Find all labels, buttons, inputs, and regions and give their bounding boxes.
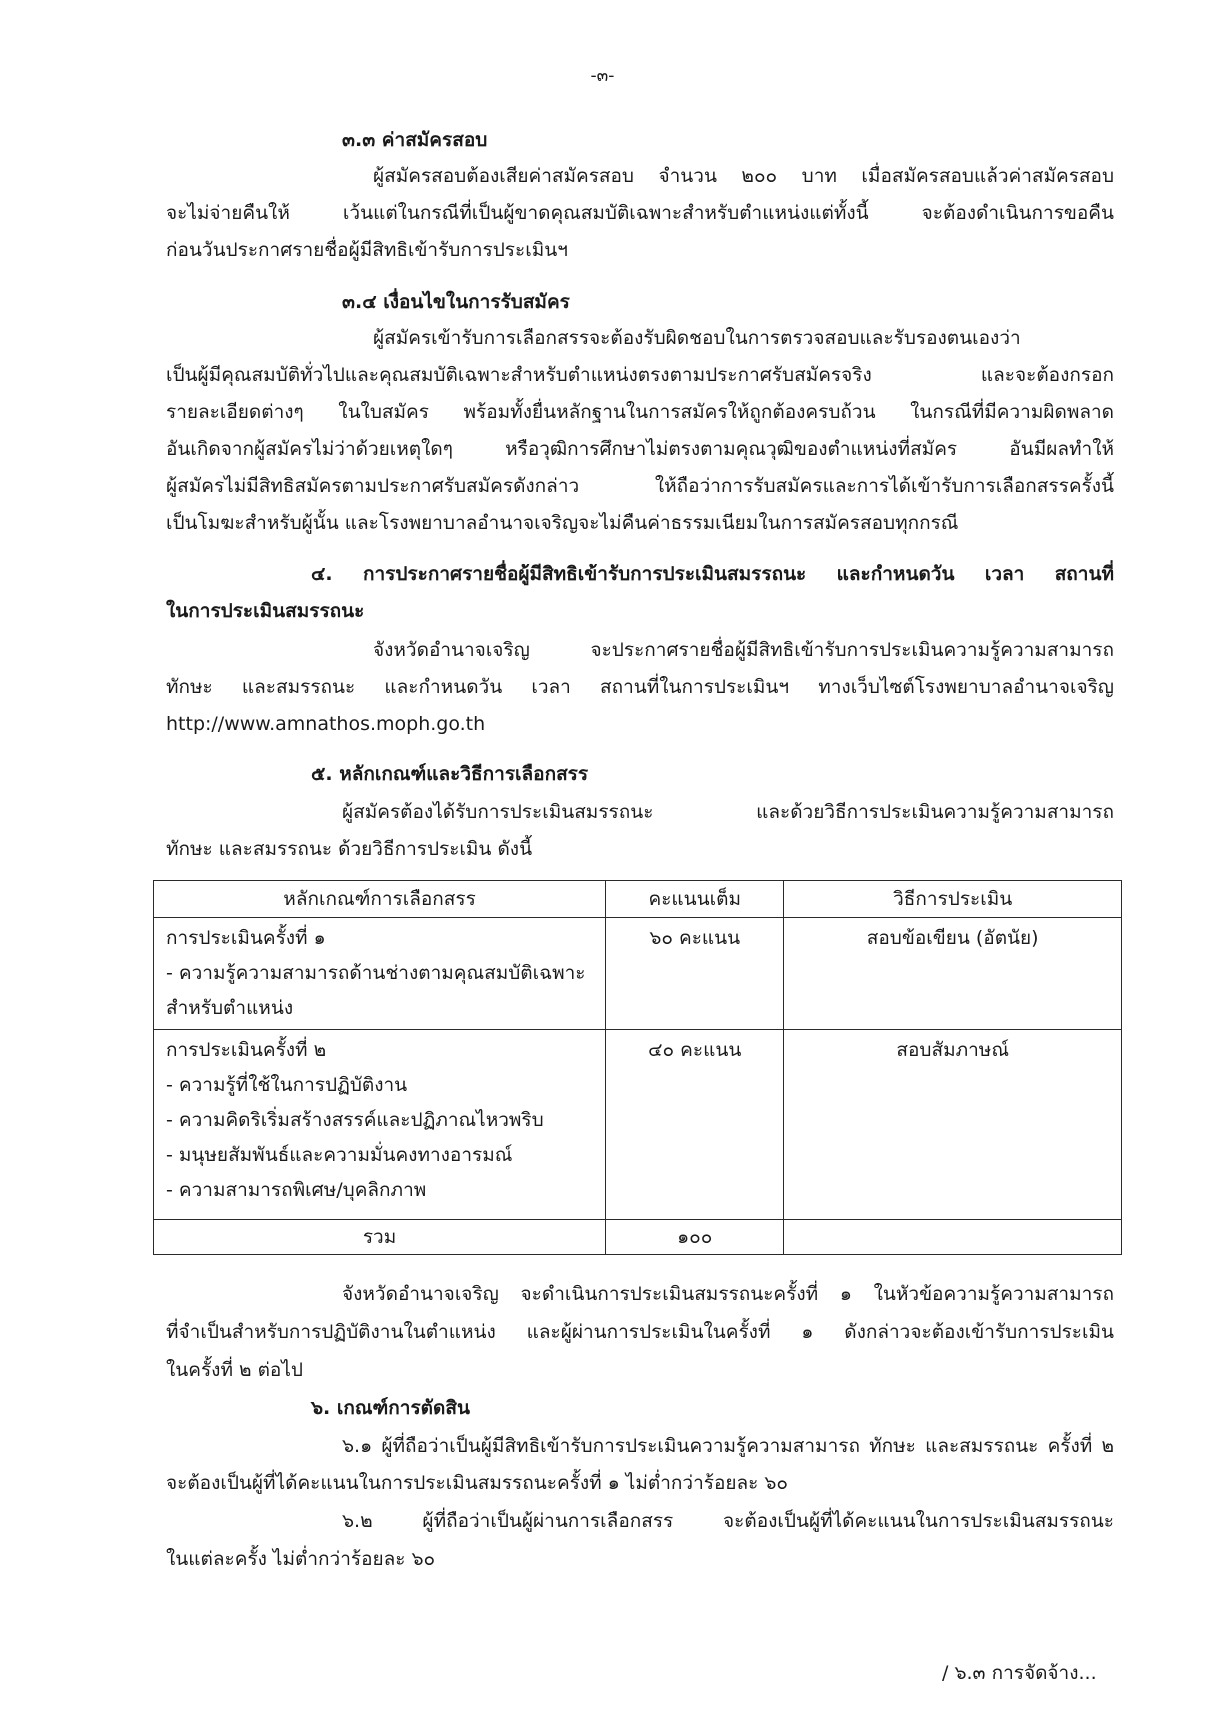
table-row	[154, 1030, 1122, 1220]
section-3-4-line: อันเกิดจากผู้สมัครไม่ว่าด้วยเหตุใดๆ หรือวุฒิการศึกษาไม่ตรงตามคุณวุฒิของตำแหน่งที่สมัคร อันมีผลทำให้	[166, 438, 1114, 460]
table-row	[154, 918, 1122, 1030]
criteria-cell	[154, 918, 606, 1030]
section-6-line: จะต้องเป็นผู้ที่ได้คะแนนในการประเมินสมรรถนะครั้งที่ ๑ ไม่ต่ำกว่าร้อยละ ๖๐	[166, 1472, 789, 1494]
section-3-4-line: เป็นโมฆะสำหรับผู้นั้น และโรงพยาบาลอำนาจเจริญจะไม่คืนค่าธรรมเนียมในการสมัครสอบทุกกรณี	[166, 512, 959, 534]
score-cell: ๖๐ คะแนน	[606, 918, 784, 1030]
section-4-heading: ๔. การประกาศรายชื่อผู้มีสิทธิเข้ารับการประเมินสมรรถนะ และกำหนดวัน เวลา สถานที่	[311, 563, 1114, 585]
table-header-row	[154, 881, 1122, 918]
section-4-line: ทักษะ และสมรรถนะ และกำหนดวัน เวลา สถานที่ในการประเมินฯ ทางเว็บไซต์โรงพยาบาลอำนาจเจริญ	[166, 676, 1114, 698]
section-6-line: ในแต่ละครั้ง ไม่ต่ำกว่าร้อยละ ๖๐	[166, 1548, 436, 1570]
section-5-line: ทักษะ และสมรรถนะ ด้วยวิธีการประเมิน ดังนี้	[166, 838, 533, 860]
section-3-4-line: ผู้สมัครเข้ารับการเลือกสรรจะต้องรับผิดชอบในการตรวจสอบและรับรองตนเองว่า	[373, 327, 1021, 349]
criteria-item: - ความคิดริเริ่มสร้างสรรค์และปฏิภาณไหวพริบ	[166, 1109, 544, 1131]
criteria-item: สำหรับตำแหน่ง	[166, 997, 294, 1019]
table-header: วิธีการประเมิน	[784, 881, 1122, 918]
criteria-item: - ความรู้ที่ใช้ในการปฏิบัติงาน	[166, 1074, 408, 1096]
total-label: รวม	[154, 1220, 606, 1255]
table-header: หลักเกณฑ์การเลือกสรร	[154, 881, 606, 918]
section-3-4-heading: ๓.๔ เงื่อนไขในการรับสมัคร	[342, 291, 570, 313]
section-4-heading-cont: ในการประเมินสมรรถนะ	[166, 600, 365, 622]
criteria-item: - ความรู้ความสามารถด้านช่างตามคุณสมบัติเฉพาะ	[166, 962, 586, 984]
score-cell: ๔๐ คะแนน	[606, 1030, 784, 1220]
section-3-4-line: ผู้สมัครไม่มีสิทธิสมัครตามประกาศรับสมัครดังกล่าว ให้ถือว่าการรับสมัครและการได้เข้ารับการเลือกสรรครั้งนี้	[166, 475, 1114, 497]
section-3-3-heading: ๓.๓ ค่าสมัครสอบ	[342, 129, 488, 151]
section-4-line: จังหวัดอำนาจเจริญ จะประกาศรายชื่อผู้มีสิทธิเข้ารับการประเมินความรู้ความสามารถ	[373, 639, 1114, 661]
table-total-row	[154, 1220, 1122, 1255]
criteria-title: การประเมินครั้งที่ ๑	[166, 927, 326, 949]
method-cell: สอบข้อเขียน (อัตนัย)	[784, 918, 1122, 1030]
table-header: คะแนนเต็ม	[606, 881, 784, 918]
criteria-item: - มนุษยสัมพันธ์และความมั่นคงทางอารมณ์	[166, 1144, 513, 1166]
page-number: -๓-	[590, 66, 615, 86]
criteria-table	[153, 880, 1122, 1255]
section-3-4-line: รายละเอียดต่างๆ ในใบสมัคร พร้อมทั้งยื่นหลักฐานในการสมัครให้ถูกต้องครบถ้วน ในกรณีที่มีความผิดพลาด	[166, 401, 1114, 423]
section-6-line: ๖.๑ ผู้ที่ถือว่าเป็นผู้มีสิทธิเข้ารับการประเมินความรู้ความสามารถ ทักษะ และสมรรถนะ ครั้งที่ ๒	[342, 1435, 1114, 1457]
section-3-4-line: เป็นผู้มีคุณสมบัติทั่วไปและคุณสมบัติเฉพาะสำหรับตำแหน่งตรงตามประกาศรับสมัครจริง และจะต้องกรอก	[166, 364, 1114, 386]
section-3-3-line: ก่อนวันประกาศรายชื่อผู้มีสิทธิเข้ารับการประเมินฯ	[166, 239, 568, 261]
section-5-heading: ๕. หลักเกณฑ์และวิธีการเลือกสรร	[311, 763, 589, 785]
website-url: http://www.amnathos.moph.go.th	[166, 713, 486, 735]
section-6-line: ๖.๒ ผู้ที่ถือว่าเป็นผู้ผ่านการเลือกสรร จะต้องเป็นผู้ที่ได้คะแนนในการประเมินสมรรถนะ	[342, 1510, 1114, 1532]
empty-cell	[784, 1220, 1122, 1255]
criteria-item: - ความสามารถพิเศษ/บุคลิกภาพ	[166, 1179, 427, 1201]
total-value: ๑๐๐	[606, 1220, 784, 1255]
continuation-footer: / ๖.๓ การจัดจ้าง...	[942, 1662, 1097, 1684]
section-6-heading: ๖. เกณฑ์การตัดสิน	[311, 1397, 470, 1419]
section-3-3-line: จะไม่จ่ายคืนให้ เว้นแต่ในกรณีที่เป็นผู้ขาดคุณสมบัติเฉพาะสำหรับตำแหน่งแต่ทั้งนี้ จะต้องดำเนินการขอคืน	[166, 202, 1114, 224]
criteria-title: การประเมินครั้งที่ ๒	[166, 1039, 327, 1061]
paragraph-line: ในครั้งที่ ๒ ต่อไป	[166, 1359, 303, 1381]
section-5-line: ผู้สมัครต้องได้รับการประเมินสมรรถนะ และด้วยวิธีการประเมินความรู้ความสามารถ	[342, 801, 1114, 823]
method-cell: สอบสัมภาษณ์	[784, 1030, 1122, 1220]
section-3-3-line: ผู้สมัครสอบต้องเสียค่าสมัครสอบ จำนวน ๒๐๐ บาท เมื่อสมัครสอบแล้วค่าสมัครสอบ	[373, 165, 1114, 187]
criteria-cell	[154, 1030, 606, 1220]
paragraph-line: ที่จำเป็นสำหรับการปฏิบัติงานในตำแหน่ง และผู้ผ่านการประเมินในครั้งที่ ๑ ดังกล่าวจะต้องเข้ารับการประเมิน	[166, 1321, 1114, 1343]
paragraph-line: จังหวัดอำนาจเจริญ จะดำเนินการประเมินสมรรถนะครั้งที่ ๑ ในหัวข้อความรู้ความสามารถ	[342, 1283, 1114, 1305]
